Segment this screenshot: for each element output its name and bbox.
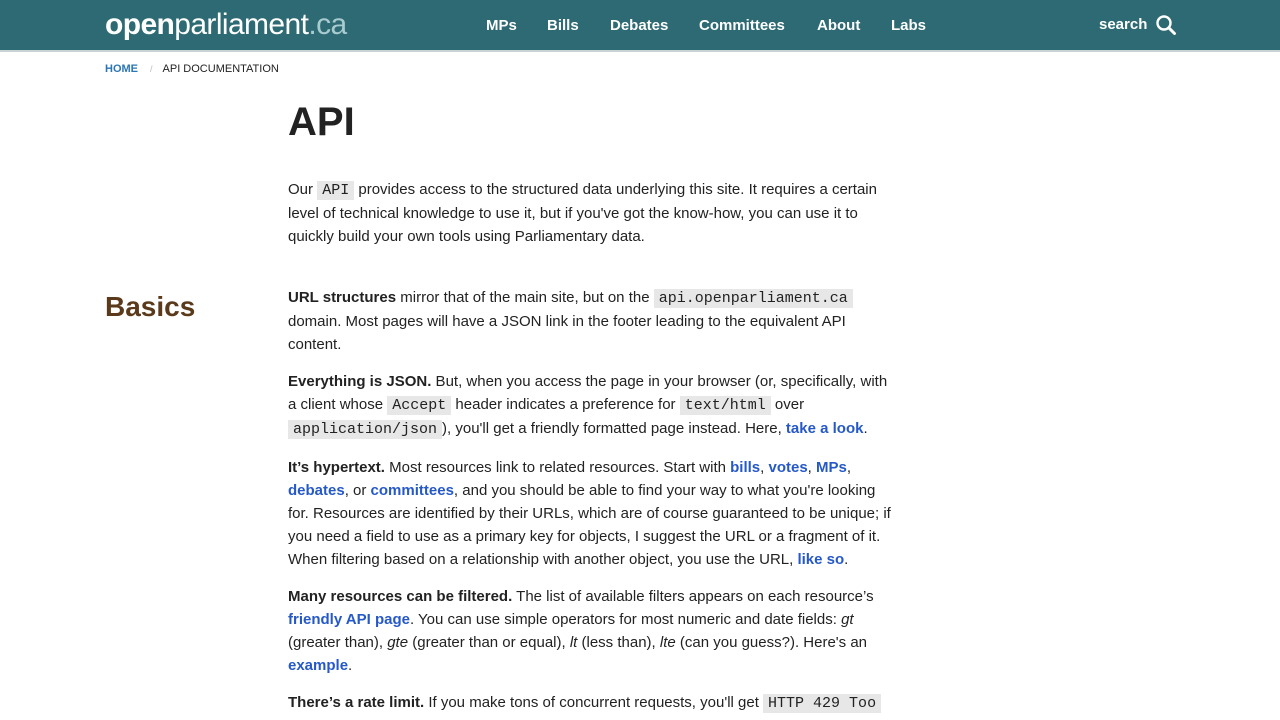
inline-code: application/json xyxy=(288,420,442,439)
example-link[interactable]: example xyxy=(288,657,349,674)
paragraph-lead: Many resources can be filtered. xyxy=(288,588,513,605)
nav-bills[interactable]: Bills xyxy=(547,17,579,34)
filtering-paragraph: Many resources can be filtered. The list of available filters appears on each resource’s friendly API page. You can use simple operators for most numeric and date fields: gt (greater than), gte (greater than or equal), lt (less than), lte (can you guess?). Here's an example. xyxy=(288,588,874,674)
bills-link[interactable]: bills xyxy=(730,459,761,476)
logo-parliament: parliament xyxy=(174,8,309,41)
debates-link[interactable]: debates xyxy=(288,482,345,499)
main-nav xyxy=(0,17,1280,35)
nav-committees[interactable]: Committees xyxy=(699,17,785,34)
votes-link[interactable]: votes xyxy=(768,459,808,476)
intro-paragraph: Our API provides access to the structured data underlying this site. It requires a certain level of technical knowledge to use it, but if you've got the know-how, you can use it to quickly build your own tools using Parliamentary data. xyxy=(288,181,877,245)
inline-code: Accept xyxy=(387,396,451,415)
search-button[interactable] xyxy=(1099,14,1147,36)
paragraph-lead: Everything is JSON. xyxy=(288,373,432,390)
breadcrumb-current: API DOCUMENTATION xyxy=(162,63,279,75)
hypertext-paragraph: It’s hypertext. Most resources link to related resources. Start with bills, votes, MPs, debates, or committees, and you should be able to find your way to what you're looking for. Resources are identified by their URLs, which are of course guaranteed to be unique; if you need a field to use as a primary key for objects, I suggest the URL or a fragment of it. When filtering based on a relationship with another object, you use the URL, like so. xyxy=(288,459,891,568)
logo-suffix: .ca xyxy=(308,8,347,41)
breadcrumb-home[interactable]: HOME xyxy=(105,63,138,75)
breadcrumb-separator: / xyxy=(150,64,153,74)
nav-mps[interactable]: MPs xyxy=(486,17,517,34)
json-paragraph: Everything is JSON. But, when you access the page in your browser (or, specifically, with a client whose Accept header indicates a preference for text/html over application/json ), you'll get a friendly formatted page instead. Here, take a look. xyxy=(288,373,888,438)
logo-open: open xyxy=(105,8,175,41)
paragraph-lead: URL structures xyxy=(288,289,397,306)
inline-code: API xyxy=(317,181,354,200)
nav-labs[interactable]: Labs xyxy=(891,17,927,34)
rate-limit-paragraph: There’s a rate limit. If you make tons of concurrent requests, you'll get HTTP 429 Too xyxy=(288,691,898,715)
paragraph-lead: There’s a rate limit. xyxy=(288,694,425,711)
url-structures-paragraph: URL structures mirror that of the main site, but on the api.openparliament.ca domain. Most pages will have a JSON link in the footer leading to the equivalent API content. xyxy=(288,286,898,356)
like-so-link[interactable]: like so xyxy=(797,551,845,568)
paragraph-lead: It’s hypertext. xyxy=(288,459,385,476)
committees-link[interactable]: committees xyxy=(370,482,454,499)
section-heading-basics: Basics xyxy=(105,291,196,322)
inline-code: HTTP 429 Too xyxy=(763,694,881,713)
mps-link[interactable]: MPs xyxy=(816,459,847,476)
search-icon xyxy=(1155,14,1177,36)
nav-debates[interactable]: Debates xyxy=(610,17,669,34)
inline-code: api.openparliament.ca xyxy=(654,289,853,308)
site-header xyxy=(0,0,1280,52)
breadcrumb xyxy=(105,63,279,76)
search-label: search xyxy=(1099,16,1148,33)
inline-code: text/html xyxy=(680,396,771,415)
take-a-look-link[interactable]: take a look xyxy=(785,420,864,437)
nav-about[interactable]: About xyxy=(817,17,861,34)
friendly-api-page-link[interactable]: friendly API page xyxy=(288,611,410,628)
page-title: API xyxy=(288,100,355,144)
